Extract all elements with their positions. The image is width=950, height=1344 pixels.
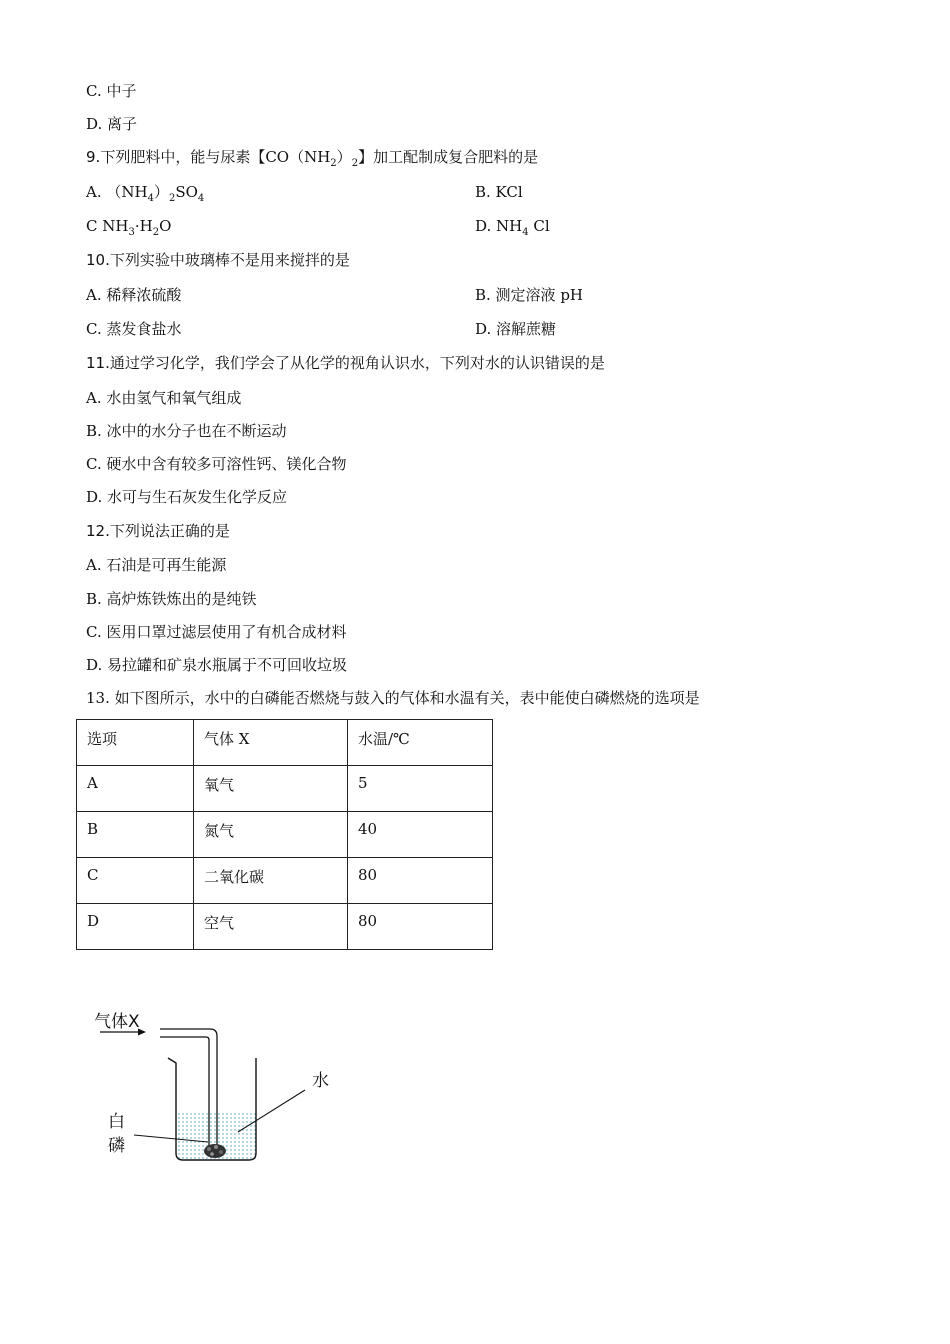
line-option-d-ion: D. 离子: [86, 115, 138, 133]
q11-option-c: C. 硬水中含有较多可溶性钙、镁化合物: [86, 455, 347, 473]
subscript: 4: [522, 227, 529, 238]
table-cell: 氮气: [194, 812, 348, 858]
option-text: A. （NH: [86, 183, 148, 201]
phosphorus-label-1: 白: [108, 1112, 125, 1132]
option-text: O: [159, 217, 172, 235]
question-number: 9: [86, 148, 96, 166]
q12-option-c: C. 医用口罩过滤层使用了有机合成材料: [86, 623, 347, 641]
water-label: 水: [312, 1071, 329, 1091]
white-phosphorus: [204, 1144, 226, 1158]
table-cell: D: [77, 904, 194, 950]
table-header-cell: 选项: [77, 720, 194, 766]
table-cell: 40: [348, 812, 493, 858]
question-12: [86, 521, 230, 541]
q10-option-c: C. 蒸发食盐水: [86, 320, 182, 338]
question-text: .下列说法正确的是: [105, 522, 230, 540]
table-row: [77, 766, 493, 812]
table-row: [77, 812, 493, 858]
table-cell: 80: [348, 904, 493, 950]
option-text: D. NH: [475, 217, 523, 235]
q12-option-b: B. 高炉炼铁炼出的是纯铁: [86, 590, 257, 608]
gas-x-label: 气体X: [94, 1012, 140, 1032]
subscript: 3: [128, 227, 135, 238]
subscript: 2: [330, 158, 337, 169]
option-text: C NH: [86, 217, 129, 235]
q11-option-a: A. 水由氢气和氧气组成: [86, 389, 242, 407]
q9-option-c: [86, 216, 171, 243]
table-header-cell: 水温/℃: [348, 720, 493, 766]
question-10: [86, 250, 350, 270]
q12-option-d: D. 易拉罐和矿泉水瓶属于不可回收垃圾: [86, 656, 348, 674]
option-text: SO: [175, 183, 198, 201]
subscript: 2: [168, 193, 176, 204]
phosphorus-label-2: 磷: [108, 1136, 125, 1156]
line-option-c-neutron: C. 中子: [86, 82, 137, 100]
question-text: .通过学习化学，我们学会了从化学的视角认识水，下列对水的认识错误的是: [105, 354, 605, 372]
table-cell: 氧气: [194, 766, 348, 812]
subscript: 2: [351, 158, 359, 169]
table-cell: 空气: [194, 904, 348, 950]
table-cell: 5: [348, 766, 493, 812]
q10-option-a: A. 稀释浓硫酸: [86, 286, 182, 304]
q12-option-a: A. 石油是可再生能源: [86, 556, 227, 574]
question-text: ）: [336, 148, 352, 166]
table-cell: 二氧化碳: [194, 858, 348, 904]
question-11: [86, 353, 605, 373]
table-header-row: [77, 720, 493, 766]
table-cell: C: [77, 858, 194, 904]
q10-option-b: B. 测定溶液 pH: [475, 286, 584, 304]
question-number: 12: [86, 522, 106, 540]
question-number: 11: [86, 354, 106, 372]
subscript: 4: [147, 193, 154, 204]
question-text: .下列肥料中，能与尿素【CO（NH: [95, 148, 331, 166]
q9-option-b: B. KCl: [475, 183, 523, 201]
question-text: 】加工配制成复合肥料的是: [358, 148, 539, 166]
options-table: [76, 719, 493, 950]
question-text: .下列实验中玻璃棒不是用来搅拌的是: [105, 251, 350, 269]
table-header-cell: 气体 X: [194, 720, 348, 766]
apparatus-diagram: [90, 1005, 350, 1174]
table-row: [77, 858, 493, 904]
q11-option-b: B. 冰中的水分子也在不断运动: [86, 422, 287, 440]
q11-option-d: D. 水可与生石灰发生化学反应: [86, 488, 288, 506]
table-cell: 80: [348, 858, 493, 904]
q9-option-d: [475, 216, 550, 243]
q9-option-a: [86, 182, 204, 209]
table-row: [77, 904, 493, 950]
question-number: 10: [86, 251, 106, 269]
table-cell: B: [77, 812, 194, 858]
option-text: Cl: [528, 217, 550, 235]
question-9: [86, 147, 538, 174]
table-cell: A: [77, 766, 194, 812]
subscript: 2: [152, 227, 160, 238]
option-text: ）: [153, 183, 169, 201]
question-13: 13. 如下图所示，水中的白磷能否燃烧与鼓入的气体和水温有关，表中能使白磷燃烧的选项是: [86, 689, 700, 707]
option-text: ·H: [134, 217, 153, 235]
subscript: 4: [197, 193, 205, 204]
q10-option-d: D. 溶解蔗糖: [475, 320, 557, 338]
